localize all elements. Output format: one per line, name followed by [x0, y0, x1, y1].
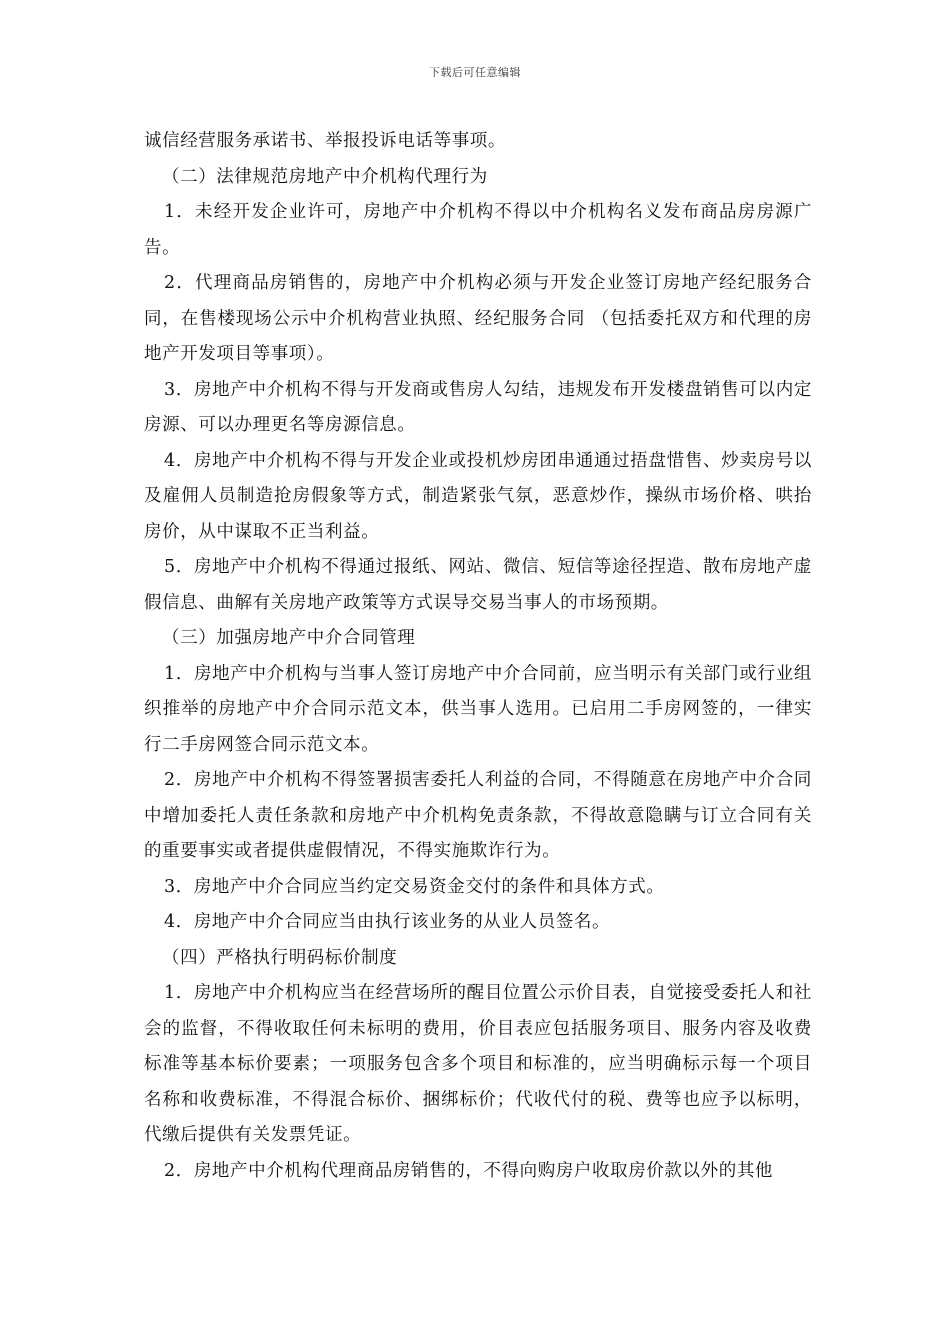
paragraph-item: 5．房地产中介机构不得通过报纸、网站、微信、短信等途径捏造、散布房地产虚假信息、曲解有关房地产政策等方式误导交易当事人的市场预期。 [144, 557, 812, 613]
paragraph-item: 3．房地产中介机构不得与开发商或售房人勾结，违规发布开发楼盘销售可以内定房源、可以办理更名等房源信息。 [144, 379, 812, 435]
paragraph-item: 1．房地产中介机构应当在经营场所的醒目位置公示价目表，自觉接受委托人和社会的监督，不得收取任何未标明的费用，价目表应包括服务项目、服务内容及收费标准等基本标价要素；一项服务包含多个项目和标准的，应当明确标示每一个项目名称和收费标准，不得混合标价、捆绑标价；代收代付的税、费等也应予以标明，代缴后提供有关发票凭证。 [144, 983, 812, 1145]
paragraph-item: 4．房地产中介机构不得与开发企业或投机炒房团串通通过捂盘惜售、炒卖房号以及雇佣人员制造抢房假象等方式，制造紧张气氛，恶意炒作，操纵市场价格、哄抬房价，从中谋取不正当利益。 [144, 450, 812, 542]
paragraph-continuation: 诚信经营服务承诺书、举报投诉电话等事项。 [144, 131, 506, 151]
page-header: 下载后可任意编辑 [429, 66, 521, 79]
paragraph-item: 1．未经开发企业许可，房地产中介机构不得以中介机构名义发布商品房房源广告。 [144, 202, 812, 258]
section-heading-3: （三）加强房地产中介合同管理 [162, 628, 416, 648]
paragraph-item: 4．房地产中介合同应当由执行该业务的从业人员签名。 [164, 912, 611, 932]
section-heading-4: （四）严格执行明码标价制度 [162, 947, 398, 968]
paragraph-item: 1．房地产中介机构与当事人签订房地产中介合同前，应当明示有关部门或行业组织推举的房地产中介合同示范文本，供当事人选用。已启用二手房网签的，一律实行二手房网签合同示范文本。 [144, 663, 812, 755]
paragraph-item: 3．房地产中介合同应当约定交易资金交付的条件和具体方式。 [164, 876, 665, 897]
paragraph-item: 2．房地产中介机构代理商品房销售的，不得向购房户收取房价款以外的其他 [164, 1160, 774, 1181]
document-body [144, 124, 812, 1189]
section-heading-2: （二）法律规范房地产中介机构代理行为 [162, 166, 488, 187]
paragraph-item: 2．房地产中介机构不得签署损害委托人利益的合同，不得随意在房地产中介合同中增加委托人责任条款和房地产中介机构免责条款，不得故意隐瞒与订立合同有关的重要事实或者提供虚假情况，不得实施欺诈行为。 [144, 770, 812, 861]
paragraph-item: 2．代理商品房销售的，房地产中介机构必须与开发企业签订房地产经纪服务合同，在售楼现场公示中介机构营业执照、经纪服务合同 （包括委托双方和代理的房地产开发项目等事项）。 [144, 273, 812, 364]
